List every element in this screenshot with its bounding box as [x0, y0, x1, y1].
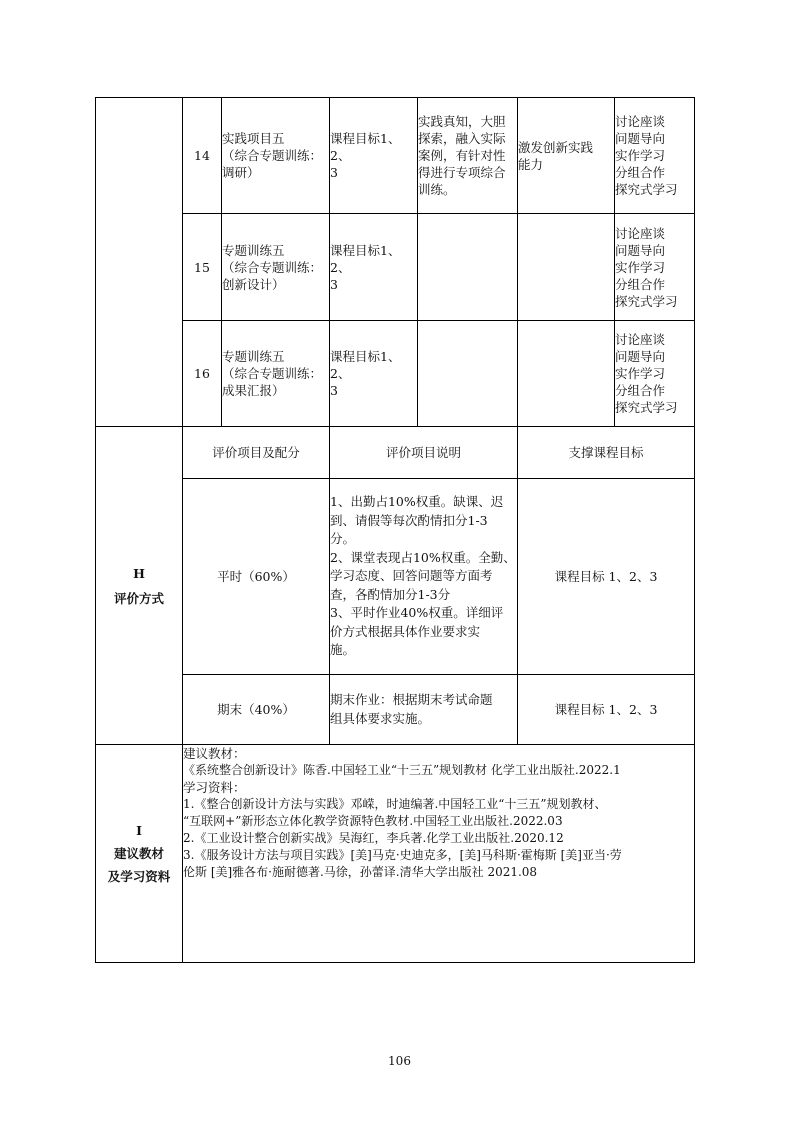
project-cell: 实践项目五 （综合专题训练： 调研） [222, 98, 330, 214]
column-header: 评价项目说明 [330, 427, 518, 479]
evaluation-target: 课程目标 1、2、3 [518, 675, 695, 745]
ability-cell: 激发创新实践 能力 [518, 98, 615, 214]
week-number: 14 [183, 98, 222, 214]
evaluation-desc: 期末作业：根据期末考试命题 组具体要求实施。 [330, 675, 518, 745]
page-number: 106 [388, 1054, 411, 1068]
goal-cell: 课程目标1、2、 3 [330, 321, 418, 427]
course-table [95, 97, 695, 963]
methods-cell: 讨论座谈 问题导向 实作学习 分组合作 探究式学习 [615, 321, 695, 427]
section-letter: H [133, 565, 145, 581]
section-title: 及学习资料 [107, 869, 171, 884]
section-title: 评价方式 [113, 590, 164, 606]
schedule-row [96, 321, 695, 427]
materials-row [96, 745, 695, 963]
evaluation-target: 课程目标 1、2、3 [518, 479, 695, 675]
evaluation-row [96, 479, 695, 675]
methods-cell: 讨论座谈 问题导向 实作学习 分组合作 探究式学习 [615, 98, 695, 214]
evaluation-desc: 1、出勤占10%权重。缺课、迟 到、请假等每次酌情扣分1-3 分。 2、课堂表现占10%权重。全勤、 学习态度、回答问题等方面考 查，各酌情加分1-3分 3、平时作业40%权重。详细评 价方式根据具体作业要求实 施。 [330, 479, 518, 675]
section-i-cell [96, 745, 183, 963]
column-header: 支撑课程目标 [518, 427, 695, 479]
schedule-row [96, 98, 695, 214]
content-cell: 实践真知，大胆 探索，融入实际 案例，有针对性 得进行专项综合 训练。 [418, 98, 518, 214]
ability-cell [518, 321, 615, 427]
section-letter: I [136, 823, 142, 838]
section-h-cell [96, 427, 183, 745]
materials-content: 建议教材： 《系统整合创新设计》陈香.中国轻工业“十三五”规划教材 化学工业出版社.2022.1 学习资料： 1.《整合创新设计方法与实践》邓嵘，时迪编著.中国轻工业“十三五”规划教材、 “互联网+”新形态立体化教学资源特色教材.中国轻工业出版社.2022.03 2.《工业设计整合创新实战》吴海红，李兵著.化学工业出版社.2020.12 3.《服务设计方法与项目实践》[美]马克·史迪克多，[美]马科斯·霍梅斯 [美]亚当·劳 伦斯 [美]雅各布·施耐德著.马徐，孙蕾译.清华大学出版社 2021.08 [183, 745, 695, 963]
section-g-cell [96, 98, 183, 427]
goal-cell: 课程目标1、2、 3 [330, 98, 418, 214]
project-cell: 专题训练五 （综合专题训练： 创新设计） [222, 214, 330, 321]
evaluation-item: 平时（60%） [183, 479, 330, 675]
section-title: 建议教材 [113, 846, 164, 861]
column-header: 评价项目及配分 [183, 427, 330, 479]
week-number: 16 [183, 321, 222, 427]
evaluation-item: 期末（40%） [183, 675, 330, 745]
goal-cell: 课程目标1、2、 3 [330, 214, 418, 321]
project-cell: 专题训练五 （综合专题训练： 成果汇报） [222, 321, 330, 427]
week-number: 15 [183, 214, 222, 321]
ability-cell [518, 214, 615, 321]
content-cell [418, 214, 518, 321]
content-cell [418, 321, 518, 427]
evaluation-header-row [96, 427, 695, 479]
evaluation-row [96, 675, 695, 745]
schedule-row [96, 214, 695, 321]
methods-cell: 讨论座谈 问题导向 实作学习 分组合作 探究式学习 [615, 214, 695, 321]
